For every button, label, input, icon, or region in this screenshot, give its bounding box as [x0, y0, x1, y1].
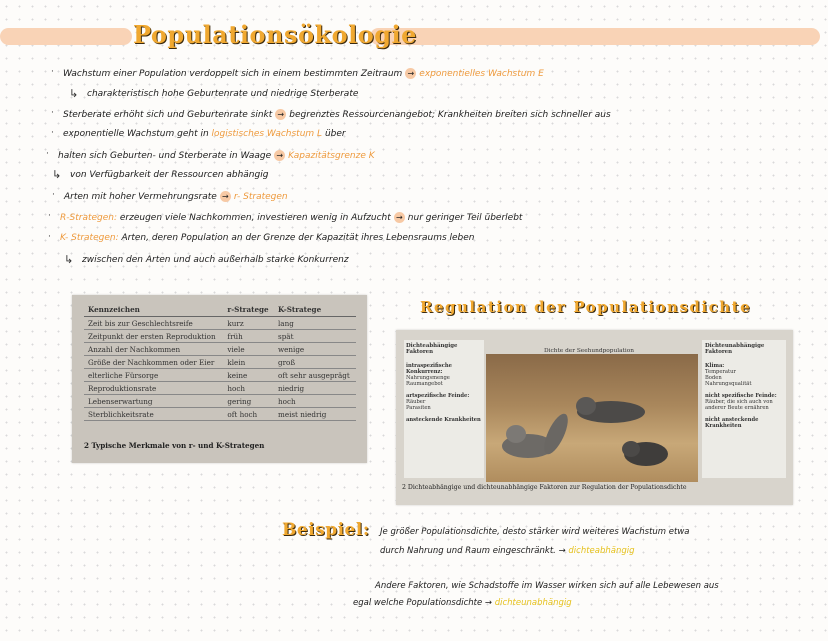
table-cell: gering: [223, 395, 274, 408]
panel-item: Raumangebot: [406, 381, 443, 387]
table-cell: hoch: [223, 382, 274, 395]
table-cell: keine: [223, 369, 274, 382]
panel-item: Parasiten: [406, 405, 431, 411]
table-cell: wenige: [274, 343, 356, 356]
table-cell: spät: [274, 330, 356, 343]
note-line: [60, 212, 522, 223]
bullet-icon: ·: [51, 67, 54, 77]
table-cell: hoch: [274, 395, 356, 408]
table-row: [84, 317, 356, 330]
table-caption: 2 Typische Merkmale von r- und K-Strategen: [84, 441, 265, 450]
note-line: [82, 255, 349, 265]
tag-dichteunabhaengig: dichteunabhängig: [494, 598, 572, 608]
table-cell: elterliche Fürsorge: [84, 369, 223, 382]
seal-image: [486, 354, 698, 482]
arrow-icon: →: [484, 598, 495, 608]
note-line: [64, 191, 288, 202]
arrow-icon: →: [558, 546, 569, 556]
table-row: [84, 408, 356, 421]
note-text: exponentielle Wachstum geht in: [63, 129, 209, 139]
table-header: Kennzeichen: [84, 303, 223, 317]
table-cell: früh: [223, 330, 274, 343]
note-text: Arten mit hoher Vermehrungsrate: [64, 192, 217, 202]
seals-icon: [486, 354, 698, 482]
note-post-text: Arten, deren Population an der Grenze der Kapazität ihres Lebensraums leben: [121, 233, 475, 243]
table-cell: viele: [223, 343, 274, 356]
table-cell: Lebenserwartung: [84, 395, 223, 408]
title-highlight-left: [0, 28, 132, 45]
note-line: [58, 150, 375, 161]
panel-item: Nahrungsqualität: [705, 381, 752, 387]
table-cell: klein: [223, 356, 274, 369]
note-highlight: r- Strategen: [233, 192, 288, 202]
hook-arrow-icon: ↳: [69, 87, 79, 100]
panel-item: Nahrungsmenge: [406, 375, 450, 381]
arrow-icon: →: [394, 212, 405, 223]
table-row: [84, 343, 356, 356]
bullet-icon: ·: [46, 149, 49, 159]
bullet-icon: ·: [51, 108, 54, 118]
note-line: [60, 233, 475, 243]
left-panel: [406, 343, 482, 423]
note-line: [63, 109, 611, 120]
note-post-text: über: [324, 129, 346, 139]
panel-item: ansteckende Krankheiten: [406, 417, 481, 423]
page-title: Populationsökologie: [133, 20, 417, 49]
note-highlight: R-Strategen:: [60, 213, 118, 223]
note-text: zwischen den Arten und auch außerhalb starke Konkurrenz: [82, 255, 349, 265]
panel-item: Räuber, die sich auch von anderer Beute ernähren: [705, 399, 773, 411]
table-cell: meist niedrig: [274, 408, 356, 421]
note-text: Wachstum einer Population verdoppelt sich in einem bestimmten Zeitraum: [63, 69, 403, 79]
note-highlight: logistisches Wachstum L: [211, 129, 323, 139]
table-header-row: [84, 303, 356, 317]
note-line: [70, 170, 268, 180]
table-row: [84, 330, 356, 343]
panel-item: Temperatur: [705, 369, 736, 375]
table-header: r-Stratege: [223, 303, 274, 317]
panel-item: nicht spezifische Feinde:: [705, 393, 777, 399]
note-text: Sterberate erhöht sich und Geburtenrate sinkt: [63, 110, 273, 120]
table-header: K-Stratege: [274, 303, 356, 317]
panel-item: nicht ansteckende Krankheiten: [705, 417, 759, 429]
panel-item: Boden: [705, 375, 722, 381]
table-cell: Zeit bis zur Geschlechtsreife: [84, 317, 223, 330]
left-panel-head: Dichteabhängige Faktoren: [406, 343, 458, 355]
table-cell: Zeitpunkt der ersten Reproduktion: [84, 330, 223, 343]
table-cell: niedrig: [274, 382, 356, 395]
bullet-icon: ·: [48, 211, 51, 221]
table-row: [84, 382, 356, 395]
hook-arrow-icon: ↳: [64, 253, 74, 266]
regulation-figure-photo: [396, 330, 793, 505]
panel-item: Räuber: [406, 399, 426, 405]
table-cell: lang: [274, 317, 356, 330]
example-line-2: [380, 546, 635, 556]
note-highlight: exponentielles Wachstum E: [419, 69, 544, 79]
table-cell: oft hoch: [223, 408, 274, 421]
panel-item: artspezifische Feinde:: [406, 393, 470, 399]
example-line-4: [353, 598, 572, 608]
note-text: von Verfügbarkeit der Ressourcen abhängig: [70, 170, 269, 180]
strategy-table-photo: [72, 295, 367, 463]
arrow-icon: →: [220, 191, 231, 202]
center-panel-head: Dichte der Seehundpopulation: [544, 348, 634, 354]
table-cell: groß: [274, 356, 356, 369]
note-line: [63, 129, 346, 139]
bullet-icon: ·: [52, 190, 55, 200]
strategy-table: [84, 303, 356, 421]
table-cell: Größe der Nachkommen oder Eier: [84, 356, 223, 369]
table-cell: Sterblichkeitsrate: [84, 408, 223, 421]
example-line-1: Je größer Populationsdichte, desto stärker wird weiteres Wachstum etwa: [380, 527, 690, 537]
example-line-3: Andere Faktoren, wie Schadstoffe im Wasser wirken sich auf alle Lebewesen aus: [375, 581, 719, 591]
table-cell: Reproduktionsrate: [84, 382, 223, 395]
note-tail-text: nur geringer Teil überlebt: [407, 213, 523, 223]
panel-item: intraspezifische Konkurrenz:: [406, 363, 452, 375]
table-row: [84, 356, 356, 369]
note-highlight: Kapazitätsgrenze K: [288, 151, 375, 161]
example-line-4-text: egal welche Populationsdichte: [353, 598, 483, 608]
right-panel-head: Dichteunabhängige Faktoren: [705, 343, 765, 355]
regulation-caption: 2 Dichteabhängige und dichteunabhängige Faktoren zur Regulation der Populationsdichte: [402, 484, 687, 491]
table-cell: kurz: [223, 317, 274, 330]
right-panel: [705, 343, 785, 429]
bullet-icon: ·: [48, 232, 51, 242]
arrow-icon: →: [405, 68, 416, 79]
panel-item: Klima:: [705, 363, 725, 369]
note-post-text: begrenztes Ressourcenangebot; Krankheiten breiten sich schneller aus: [289, 110, 611, 120]
tag-dichteabhaengig: dichteabhängig: [568, 546, 635, 556]
example-label: Beispiel:: [282, 520, 370, 540]
note-line: [87, 89, 358, 99]
note-highlight: K- Strategen:: [60, 233, 119, 243]
bullet-icon: ·: [51, 128, 54, 138]
note-text: halten sich Geburten- und Sterberate in Waage: [58, 151, 272, 161]
arrow-icon: →: [275, 109, 286, 120]
table-cell: oft sehr ausgeprägt: [274, 369, 356, 382]
note-text: charakteristisch hohe Geburtenrate und niedrige Sterberate: [87, 89, 359, 99]
table-row: [84, 395, 356, 408]
note-line: [63, 68, 544, 79]
hook-arrow-icon: ↳: [52, 168, 62, 181]
title-highlight-right: [370, 28, 820, 45]
table-cell: Anzahl der Nachkommen: [84, 343, 223, 356]
note-post-text: erzeugen viele Nachkommen, investieren wenig in Aufzucht: [119, 213, 391, 223]
regulation-title: Regulation der Populationsdichte: [420, 298, 752, 316]
example-line-2-text: durch Nahrung und Raum eingeschränkt.: [380, 546, 556, 556]
arrow-icon: →: [274, 150, 285, 161]
table-row: [84, 369, 356, 382]
